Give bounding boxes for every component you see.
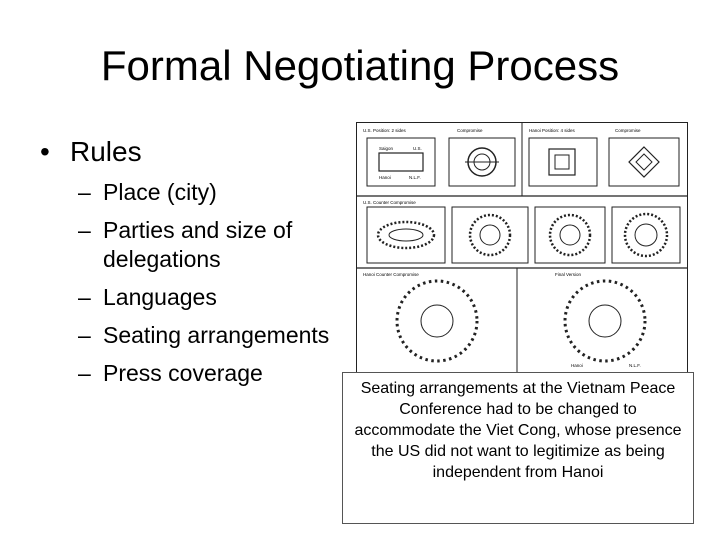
layout-hanoi-counter xyxy=(397,281,477,361)
layout-counter-4 xyxy=(612,207,680,263)
bullet-label: Rules xyxy=(70,136,142,167)
layout-counter-3 xyxy=(535,207,605,263)
seat-label: N.L.F. xyxy=(409,175,421,180)
sub-bullet-item: – Parties and size of delegations xyxy=(78,217,293,272)
panel-label: Hanoi Position: 4 sides xyxy=(529,128,575,133)
caption-box: Seating arrangements at the Vietnam Peace Conference had to be changed to accommodate the Viet Cong, whose presence the US did not want to legitimize as being independent from Hanoi xyxy=(342,372,694,524)
seat-label: Hanoi xyxy=(379,175,391,180)
layout-counter-1 xyxy=(367,207,445,263)
layout-counter-2 xyxy=(452,207,528,263)
panel-label: Hanoi Counter Compromise xyxy=(363,272,419,277)
panel-label: Final Version xyxy=(555,272,582,277)
sub-bullet-item: – Place (city) xyxy=(78,179,217,205)
seat-label: U.S. xyxy=(413,146,422,151)
bullet-list xyxy=(40,134,340,397)
sub-bullet-item: – Press coverage xyxy=(78,360,263,386)
sub-bullet-item: – Languages xyxy=(78,284,217,310)
layout-final-version xyxy=(565,281,645,368)
bullet-rules xyxy=(40,134,340,170)
layout-four-sides xyxy=(529,138,597,186)
seating-diagram xyxy=(356,122,688,374)
bullet-dot: • xyxy=(40,136,50,167)
layout-two-sides xyxy=(367,138,435,186)
sub-bullet-list xyxy=(78,178,340,388)
seat-label: N.L.F. xyxy=(629,363,641,368)
panel-label: Compromise xyxy=(615,128,641,133)
layout-compromise-2 xyxy=(609,138,679,186)
seating-diagram-svg xyxy=(357,123,687,373)
panel-label: Compromise xyxy=(457,128,483,133)
slide-title: Formal Negotiating Process xyxy=(100,42,620,89)
panel-label: U.S. Counter Compromise xyxy=(363,200,416,205)
layout-compromise-1 xyxy=(449,138,515,186)
seat-label: Hanoi xyxy=(571,363,583,368)
seat-label: Saigon xyxy=(379,146,394,151)
sub-bullet-item: – Seating arrangements xyxy=(78,322,330,348)
panel-label: U.S. Position: 2 sides xyxy=(363,128,406,133)
